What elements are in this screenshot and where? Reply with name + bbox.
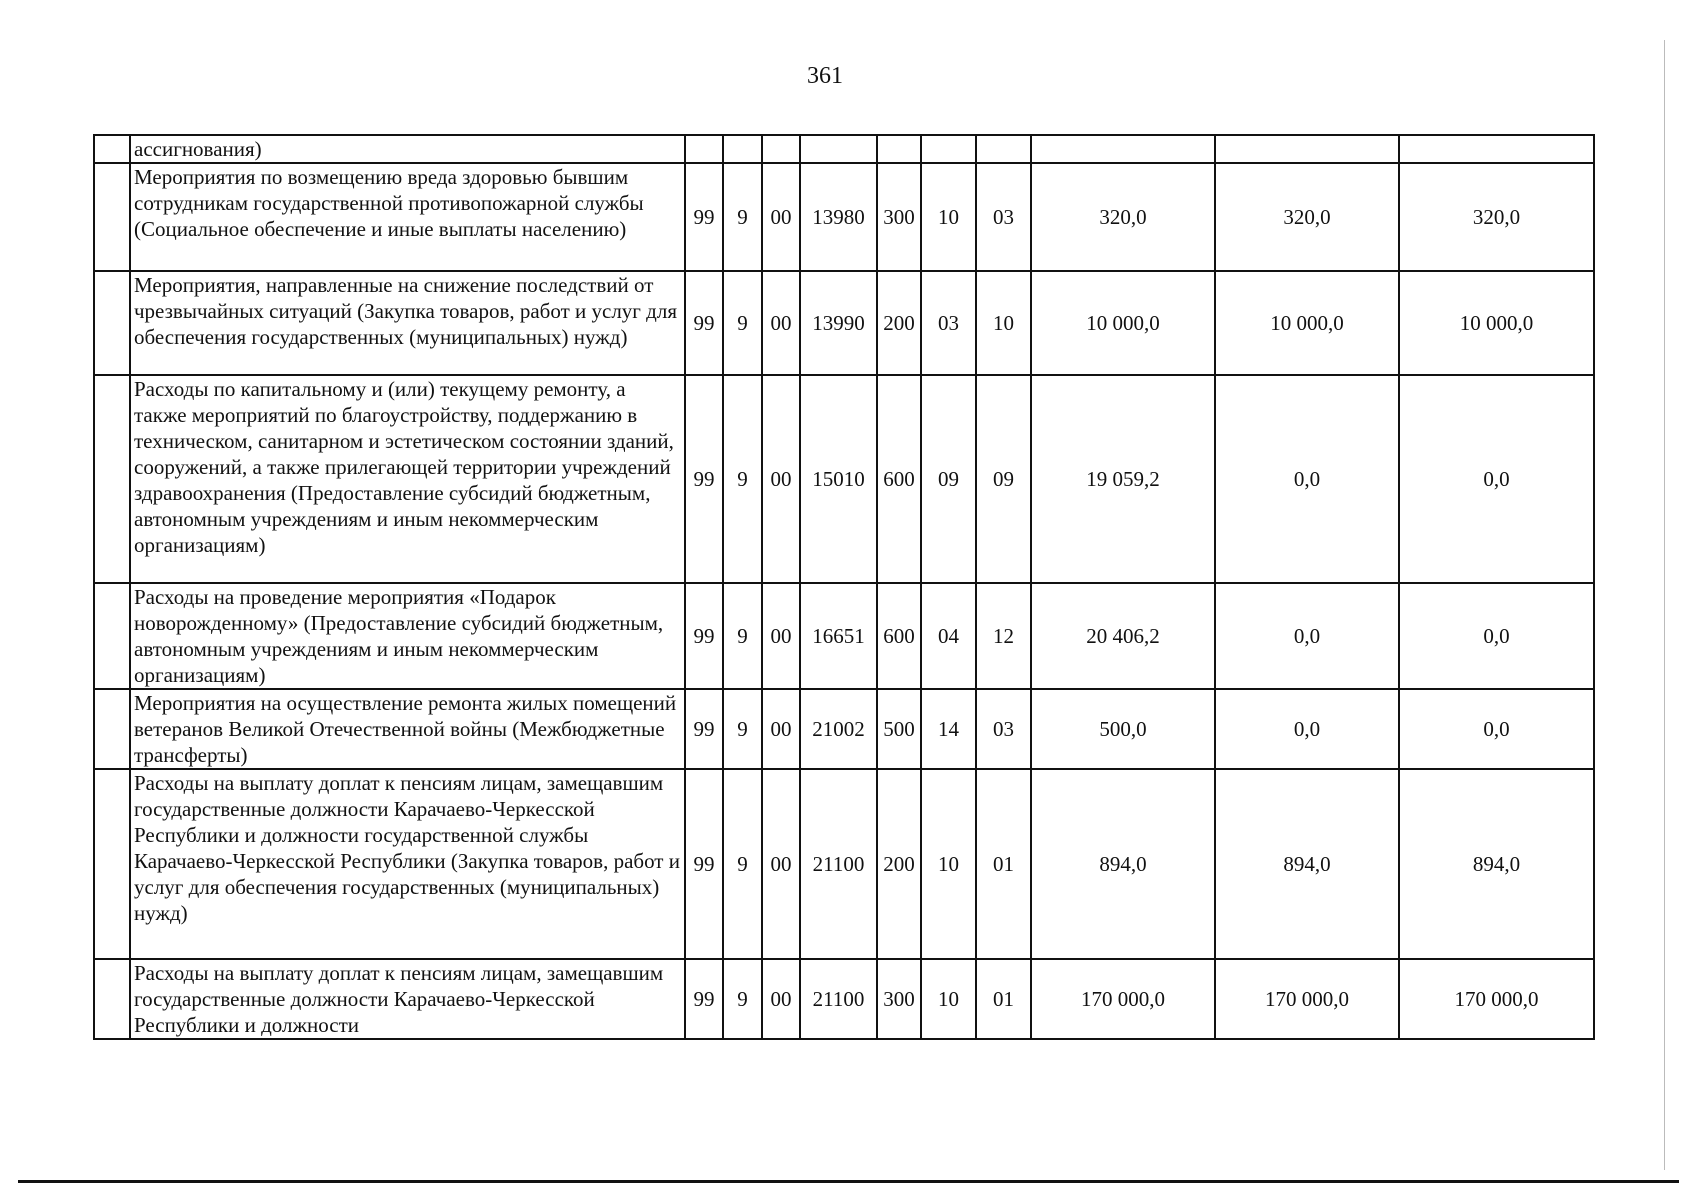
code-cell: 99 xyxy=(685,583,723,689)
code-cell: 9 xyxy=(723,689,762,769)
code-cell: 00 xyxy=(762,769,800,959)
code-cell: 600 xyxy=(877,583,921,689)
description-cell: Мероприятия на осуществление ремонта жилых помещений ветеранов Великой Отечественной войны (Межбюджетные трансферты) xyxy=(130,689,685,769)
row-number-cell xyxy=(94,769,130,959)
amount-cell: 0,0 xyxy=(1399,689,1594,769)
description-cell: Расходы по капитальному и (или) текущему ремонту, а также мероприятий по благоустройству, поддержанию в техническом, санитарном и эстетическом состоянии зданий, сооружений, а также прилегающей территории учреждений здравоохранения (Предоставление субсидий бюджетным, автономным учреждениям и иным некоммерческим организациям) xyxy=(130,375,685,583)
code-cell: 03 xyxy=(976,163,1031,271)
amount-cell: 170 000,0 xyxy=(1215,959,1399,1039)
amount-cell: 10 000,0 xyxy=(1215,271,1399,375)
amount-cell: 170 000,0 xyxy=(1031,959,1215,1039)
code-cell xyxy=(723,135,762,163)
table-row xyxy=(94,135,1594,163)
code-cell: 9 xyxy=(723,271,762,375)
table-row xyxy=(94,769,1594,959)
code-cell: 200 xyxy=(877,769,921,959)
code-cell: 200 xyxy=(877,271,921,375)
row-number-cell xyxy=(94,375,130,583)
code-cell: 12 xyxy=(976,583,1031,689)
code-cell: 99 xyxy=(685,163,723,271)
amount-cell: 500,0 xyxy=(1031,689,1215,769)
code-cell: 10 xyxy=(921,769,976,959)
code-cell: 09 xyxy=(976,375,1031,583)
table-row xyxy=(94,375,1594,583)
code-cell: 99 xyxy=(685,271,723,375)
amount-cell: 320,0 xyxy=(1399,163,1594,271)
amount-cell: 10 000,0 xyxy=(1399,271,1594,375)
code-cell: 01 xyxy=(976,959,1031,1039)
amount-cell: 0,0 xyxy=(1215,375,1399,583)
description-cell: Расходы на выплату доплат к пенсиям лицам, замещавшим государственные должности Карачаево-Черкесской Республики и должности xyxy=(130,959,685,1039)
amount-cell: 0,0 xyxy=(1215,689,1399,769)
amount-cell: 320,0 xyxy=(1215,163,1399,271)
code-cell: 9 xyxy=(723,583,762,689)
code-cell xyxy=(762,135,800,163)
code-cell: 16651 xyxy=(800,583,877,689)
amount-cell: 894,0 xyxy=(1031,769,1215,959)
code-cell: 00 xyxy=(762,959,800,1039)
code-cell: 09 xyxy=(921,375,976,583)
code-cell: 00 xyxy=(762,583,800,689)
code-cell: 99 xyxy=(685,375,723,583)
code-cell: 13990 xyxy=(800,271,877,375)
table-row xyxy=(94,689,1594,769)
table-body xyxy=(94,135,1594,1039)
amount-cell: 894,0 xyxy=(1399,769,1594,959)
amount-cell: 0,0 xyxy=(1399,583,1594,689)
row-number-cell xyxy=(94,163,130,271)
code-cell: 21100 xyxy=(800,769,877,959)
code-cell xyxy=(685,135,723,163)
code-cell xyxy=(976,135,1031,163)
code-cell: 21002 xyxy=(800,689,877,769)
amount-cell: 10 000,0 xyxy=(1031,271,1215,375)
code-cell: 00 xyxy=(762,163,800,271)
code-cell: 00 xyxy=(762,271,800,375)
code-cell: 10 xyxy=(976,271,1031,375)
code-cell: 9 xyxy=(723,769,762,959)
code-cell: 99 xyxy=(685,769,723,959)
table-row xyxy=(94,583,1594,689)
code-cell: 14 xyxy=(921,689,976,769)
code-cell: 04 xyxy=(921,583,976,689)
code-cell xyxy=(877,135,921,163)
code-cell: 10 xyxy=(921,959,976,1039)
code-cell xyxy=(800,135,877,163)
amount-cell: 894,0 xyxy=(1215,769,1399,959)
description-cell: Расходы на выплату доплат к пенсиям лицам, замещавшим государственные должности Карачаево-Черкесской Республики и должности государственной службы Карачаево-Черкесской Республики (Закупка товаров, работ и услуг для обеспечения государственных (муниципальных) нужд) xyxy=(130,769,685,959)
description-cell: Мероприятия, направленные на снижение последствий от чрезвычайных ситуаций (Закупка товаров, работ и услуг для обеспечения государственных (муниципальных) нужд) xyxy=(130,271,685,375)
budget-table xyxy=(93,134,1595,1040)
code-cell: 13980 xyxy=(800,163,877,271)
amount-cell xyxy=(1215,135,1399,163)
code-cell: 00 xyxy=(762,375,800,583)
code-cell: 300 xyxy=(877,959,921,1039)
description-cell: Мероприятия по возмещению вреда здоровью бывшим сотрудникам государственной противопожарной службы (Социальное обеспечение и иные выплаты населению) xyxy=(130,163,685,271)
code-cell: 500 xyxy=(877,689,921,769)
page-number: 361 xyxy=(807,63,843,89)
amount-cell: 0,0 xyxy=(1215,583,1399,689)
amount-cell: 19 059,2 xyxy=(1031,375,1215,583)
code-cell: 9 xyxy=(723,959,762,1039)
code-cell: 600 xyxy=(877,375,921,583)
table-row xyxy=(94,271,1594,375)
row-number-cell xyxy=(94,135,130,163)
amount-cell: 320,0 xyxy=(1031,163,1215,271)
code-cell: 10 xyxy=(921,163,976,271)
row-number-cell xyxy=(94,689,130,769)
code-cell: 15010 xyxy=(800,375,877,583)
code-cell xyxy=(921,135,976,163)
amount-cell xyxy=(1399,135,1594,163)
amount-cell: 20 406,2 xyxy=(1031,583,1215,689)
scan-edge xyxy=(1664,40,1665,1170)
code-cell: 01 xyxy=(976,769,1031,959)
amount-cell: 0,0 xyxy=(1399,375,1594,583)
code-cell: 00 xyxy=(762,689,800,769)
code-cell: 300 xyxy=(877,163,921,271)
row-number-cell xyxy=(94,959,130,1039)
code-cell: 03 xyxy=(976,689,1031,769)
description-cell: ассигнования) xyxy=(130,135,685,163)
table-row xyxy=(94,163,1594,271)
code-cell: 99 xyxy=(685,689,723,769)
amount-cell xyxy=(1031,135,1215,163)
amount-cell: 170 000,0 xyxy=(1399,959,1594,1039)
row-number-cell xyxy=(94,271,130,375)
bottom-rule xyxy=(18,1180,1679,1183)
code-cell: 9 xyxy=(723,375,762,583)
table-row xyxy=(94,959,1594,1039)
code-cell: 21100 xyxy=(800,959,877,1039)
code-cell: 9 xyxy=(723,163,762,271)
description-cell: Расходы на проведение мероприятия «Подарок новорожденному» (Предоставление субсидий бюджетным, автономным учреждениям и иным некоммерческим организациям) xyxy=(130,583,685,689)
row-number-cell xyxy=(94,583,130,689)
code-cell: 03 xyxy=(921,271,976,375)
code-cell: 99 xyxy=(685,959,723,1039)
